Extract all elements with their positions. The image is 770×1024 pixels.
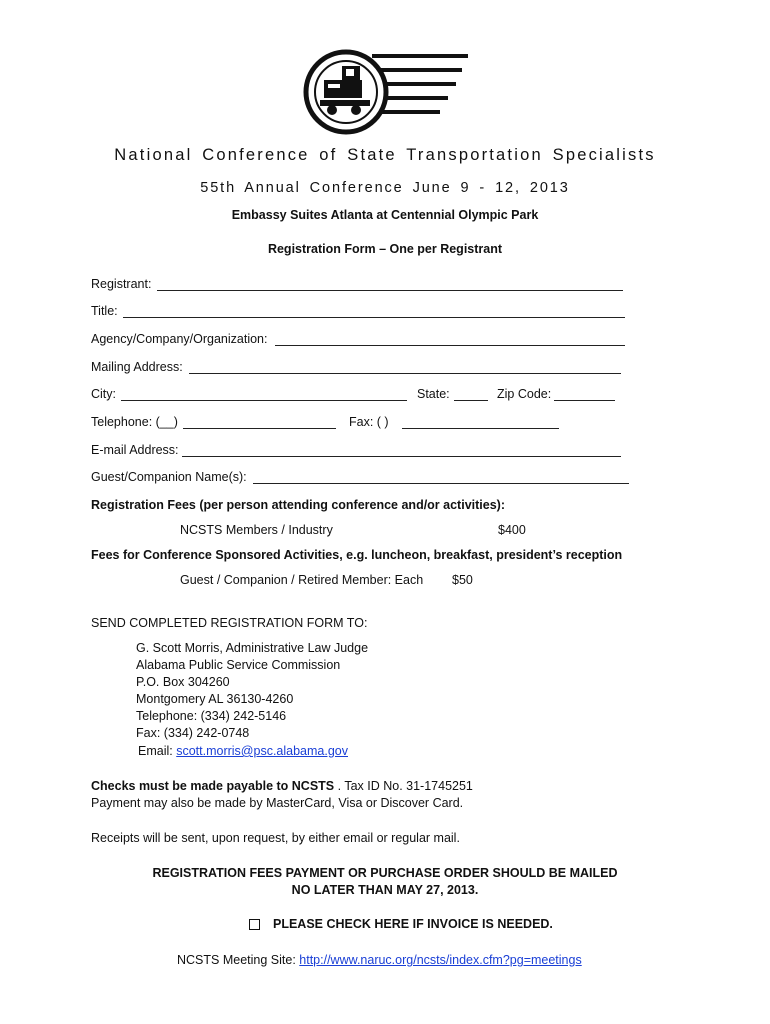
recipient-org: Alabama Public Service Commission <box>136 658 341 672</box>
venue: Embassy Suites Atlanta at Centennial Olympic Park <box>231 208 539 222</box>
state-label: State: <box>417 387 450 401</box>
guest-names-label: Guest/Companion Name(s): <box>91 470 247 484</box>
deadline-line-1: REGISTRATION FEES PAYMENT OR PURCHASE ORDER SHOULD BE MAILED <box>152 866 618 880</box>
guest-fee-label: Guest / Companion / Retired Member: Each <box>180 573 424 587</box>
send-heading: SEND COMPLETED REGISTRATION FORM TO: <box>91 616 368 630</box>
tax-id: . Tax ID No. 31-1745251 <box>334 779 473 793</box>
form-title: Registration Form – One per Registrant <box>267 242 503 256</box>
recipient-fax: Fax: (334) 242-0748 <box>136 726 250 740</box>
telephone-field[interactable] <box>183 428 336 429</box>
checks-payable: Checks must be made payable to NCSTS <box>91 779 335 793</box>
receipts-note: Receipts will be sent, upon request, by either email or regular mail. <box>91 831 460 845</box>
recipient-telephone: Telephone: (334) 242-5146 <box>136 709 287 723</box>
meeting-site-link[interactable]: http://www.naruc.org/ncsts/index.cfm?pg=meetings <box>299 953 582 967</box>
ncsts-logo <box>302 44 470 136</box>
guest-names-field[interactable] <box>253 483 629 484</box>
fax-label: Fax: ( ) <box>349 415 389 429</box>
conference-title: National Conference of State Transportation Specialists <box>114 146 656 164</box>
title-field[interactable] <box>123 317 625 318</box>
fax-field[interactable] <box>402 428 559 429</box>
card-payment-note: Payment may also be made by MasterCard, Visa or Discover Card. <box>91 796 464 810</box>
checks-line <box>91 779 473 793</box>
city-field[interactable] <box>121 400 407 401</box>
recipient-po-box: P.O. Box 304260 <box>136 675 230 689</box>
zip-label: Zip Code: <box>497 387 552 401</box>
state-field[interactable] <box>454 400 488 401</box>
conference-subtitle: 55th Annual Conference June 9 - 12, 2013 <box>200 180 570 196</box>
member-fee-label: NCSTS Members / Industry <box>180 523 333 537</box>
title-label: Title: <box>91 304 118 318</box>
invoice-checkbox[interactable] <box>249 919 260 930</box>
registrant-field[interactable] <box>157 290 623 291</box>
meeting-site-row <box>177 953 582 967</box>
recipient-email-row <box>138 744 348 758</box>
guest-fee-price: $50 <box>452 573 473 587</box>
recipient-name: G. Scott Morris, Administrative Law Judge <box>136 641 369 655</box>
registrant-label: Registrant: <box>91 277 152 291</box>
mailing-address-field[interactable] <box>189 373 621 374</box>
mailing-address-label: Mailing Address: <box>91 360 183 374</box>
deadline-line-2: NO LATER THAN MAY 27, 2013. <box>291 883 479 897</box>
agency-label: Agency/Company/Organization: <box>91 332 268 346</box>
registration-fees-heading: Registration Fees (per person attending conference and/or activities): <box>91 498 505 512</box>
city-label: City: <box>91 387 116 401</box>
agency-field[interactable] <box>275 345 625 346</box>
recipient-email-label: Email: <box>138 744 173 758</box>
recipient-email-link[interactable]: scott.morris@psc.alabama.gov <box>176 744 348 758</box>
telephone-label: Telephone: (__) <box>91 415 178 429</box>
zip-field[interactable] <box>554 400 615 401</box>
activities-fees-heading: Fees for Conference Sponsored Activities, e.g. luncheon, breakfast, president’s reception <box>91 548 623 562</box>
email-label: E-mail Address: <box>91 443 179 457</box>
email-field[interactable] <box>182 456 621 457</box>
meeting-site-label: NCSTS Meeting Site: <box>177 953 296 967</box>
member-fee-price: $400 <box>498 523 526 537</box>
invoice-label: PLEASE CHECK HERE IF INVOICE IS NEEDED. <box>273 917 553 931</box>
recipient-city: Montgomery AL 36130-4260 <box>136 692 294 706</box>
